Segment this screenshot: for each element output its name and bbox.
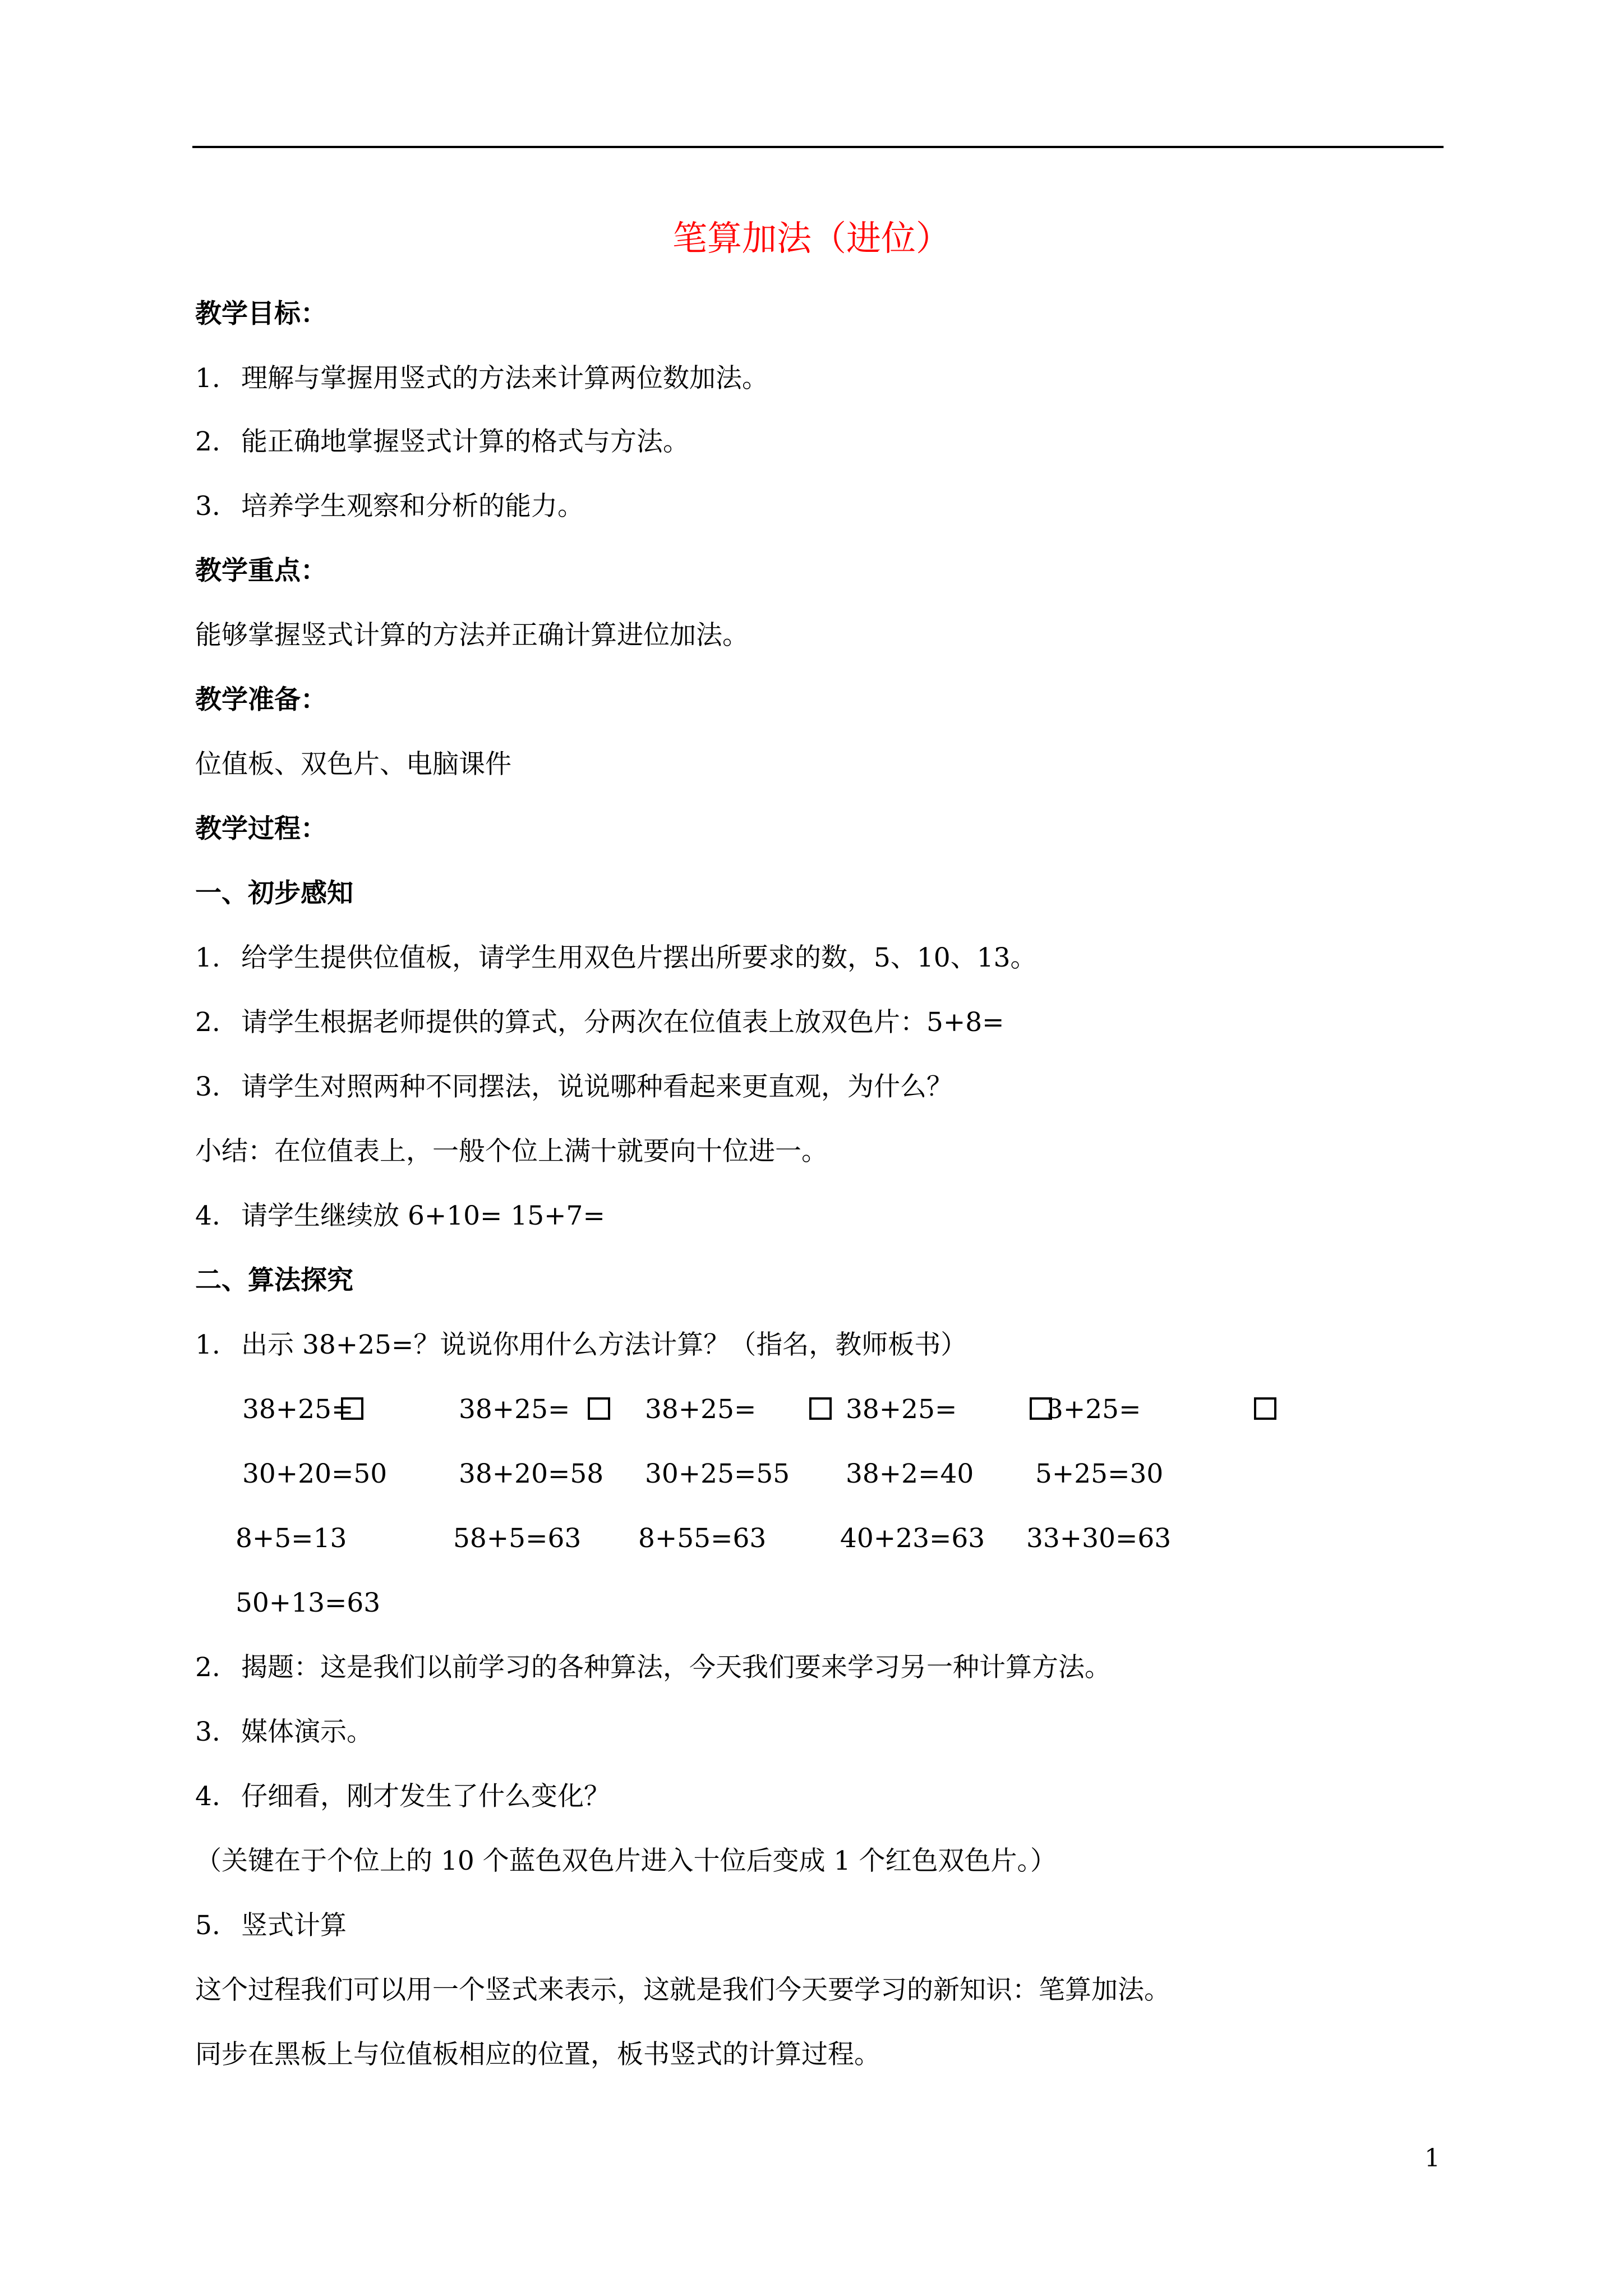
paragraph: 同步在黑板上与位值板相应的位置，板书竖式的计算过程。	[195, 2039, 880, 2070]
list-item-number: 3.	[195, 1071, 220, 1102]
list-item-text: 仔细看，刚才发生了什么变化？	[241, 1781, 610, 1812]
list-item	[195, 1006, 1004, 1039]
goal-item	[195, 425, 689, 459]
list-item-text: 出示 38+25=？说说你用什么方法计算？（指名，教师板书）	[241, 1329, 967, 1360]
calc-cell: 38+2=40	[846, 1458, 974, 1489]
header-rule	[192, 146, 1444, 148]
prep-heading: 教学准备：	[195, 684, 327, 715]
calc-cell: 40+23=63	[840, 1523, 985, 1554]
calc-cell: 38+25=	[242, 1394, 354, 1425]
calc-cell: 38+25=	[459, 1394, 570, 1425]
calc-cell: 8+55=63	[638, 1523, 767, 1554]
goals-heading: 教学目标：	[195, 298, 327, 329]
goal-item-number: 1.	[195, 363, 220, 394]
calc-cell: 3+25=	[1046, 1394, 1141, 1425]
list-item-text: 请学生根据老师提供的算式，分两次在位值表上放双色片：5+8=	[241, 1007, 1004, 1038]
calc-cell: 8+5=13	[236, 1523, 347, 1554]
section2-heading: 二、算法探究	[195, 1265, 353, 1296]
answer-box	[1254, 1397, 1276, 1420]
list-item	[195, 941, 1037, 975]
goal-item	[195, 490, 584, 523]
list-item-number: 1.	[195, 942, 220, 973]
note-text: （关键在于个位上的 10 个蓝色双色片进入十位后变成 1 个红色双色片。）	[195, 1846, 1057, 1876]
goal-item-text: 能正确地掌握竖式计算的格式与方法。	[241, 426, 689, 457]
calc-cell: 38+20=58	[459, 1458, 604, 1489]
page-title: 笔算加法（进位）	[672, 218, 951, 259]
list-item	[195, 1199, 605, 1233]
answer-box	[341, 1397, 363, 1420]
calc-cell: 38+25=	[846, 1394, 957, 1425]
list-item-number: 1.	[195, 1329, 220, 1360]
list-item	[195, 1328, 967, 1362]
calc-cell: 30+20=50	[242, 1458, 388, 1489]
list-item	[195, 1715, 373, 1749]
focus-text: 能够掌握竖式计算的方法并正确计算进位加法。	[195, 620, 749, 651]
goal-item-text: 培养学生观察和分析的能力。	[241, 491, 584, 522]
calc-cell: 33+30=63	[1026, 1523, 1172, 1554]
list-item-text: 揭题：这是我们以前学习的各种算法，今天我们要来学习另一种计算方法。	[241, 1652, 1111, 1683]
list-item-text: 请学生继续放 6+10= 15+7=	[241, 1200, 605, 1231]
list-item	[195, 1780, 610, 1814]
calc-cell: 38+25=	[645, 1394, 757, 1425]
list-item	[195, 1909, 347, 1943]
list-item-text: 媒体演示。	[241, 1717, 373, 1747]
list-item-number: 2.	[195, 1652, 220, 1683]
list-item-number: 4.	[195, 1781, 220, 1812]
calc-cell: 5+25=30	[1035, 1458, 1164, 1489]
list-item-text: 请学生对照两种不同摆法，说说哪种看起来更直观，为什么？	[241, 1071, 953, 1102]
answer-box	[588, 1397, 610, 1420]
list-item-number: 4.	[195, 1200, 220, 1231]
prep-text: 位值板、双色片、电脑课件	[195, 749, 511, 780]
focus-heading: 教学重点：	[195, 555, 327, 586]
list-item-text: 竖式计算	[241, 1910, 347, 1941]
calc-cell: 30+25=55	[645, 1458, 790, 1489]
answer-box	[809, 1397, 832, 1420]
summary-text: 小结：在位值表上，一般个位上满十就要向十位进一。	[195, 1136, 828, 1167]
goal-item-number: 3.	[195, 491, 220, 522]
goal-item	[195, 362, 768, 395]
list-item-number: 3.	[195, 1717, 220, 1747]
goal-item-number: 2.	[195, 426, 220, 457]
calc-cell: 58+5=63	[453, 1523, 582, 1554]
list-item-number: 5.	[195, 1910, 220, 1941]
goal-item-text: 理解与掌握用竖式的方法来计算两位数加法。	[241, 363, 768, 394]
section1-heading: 一、初步感知	[195, 878, 353, 909]
paragraph: 这个过程我们可以用一个竖式来表示，这就是我们今天要学习的新知识：笔算加法。	[195, 1975, 1170, 2005]
list-item	[195, 1651, 1111, 1685]
list-item	[195, 1070, 953, 1104]
page-number: 1	[1424, 2144, 1440, 2173]
calc-cell: 50+13=63	[236, 1588, 381, 1618]
list-item-text: 给学生提供位值板，请学生用双色片摆出所要求的数，5、10、13。	[241, 942, 1037, 973]
process-heading: 教学过程：	[195, 813, 327, 844]
list-item-number: 2.	[195, 1007, 220, 1038]
